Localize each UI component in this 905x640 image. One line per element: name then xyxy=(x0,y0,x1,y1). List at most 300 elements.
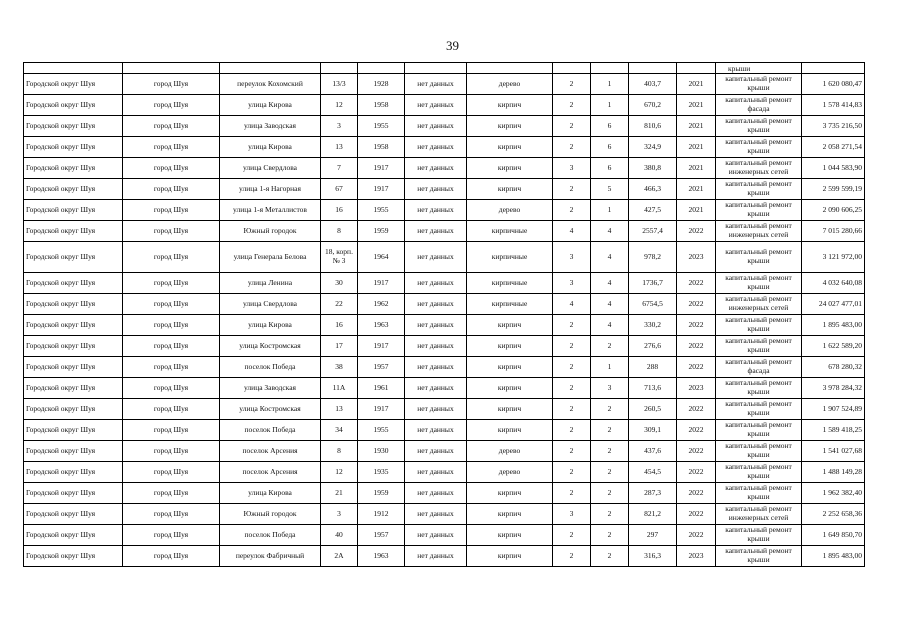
area-cell: 466,3 xyxy=(629,179,677,200)
table-row xyxy=(24,200,865,221)
entrances-cell: 2 xyxy=(591,546,629,567)
table-row xyxy=(24,378,865,399)
street-cell: Южный городок xyxy=(220,221,321,242)
entrances-cell: 1 xyxy=(591,200,629,221)
house-number-cell: 3 xyxy=(321,116,358,137)
street-cell: улица Заводская xyxy=(220,116,321,137)
city-cell: город Шуя xyxy=(123,504,220,525)
area-cell: 330,2 xyxy=(629,315,677,336)
cost-cell: 1 589 418,25 xyxy=(802,420,865,441)
municipality-cell: Городской округ Шуя xyxy=(24,357,123,378)
city-cell: город Шуя xyxy=(123,273,220,294)
commission-year-cell: нет данных xyxy=(405,504,467,525)
house-number-cell: 13 xyxy=(321,137,358,158)
entrances-cell: 4 xyxy=(591,221,629,242)
entrances-cell: 2 xyxy=(591,504,629,525)
area-cell: 260,5 xyxy=(629,399,677,420)
cost-cell: 2 090 606,25 xyxy=(802,200,865,221)
city-cell: город Шуя xyxy=(123,294,220,315)
work-type-cell: капитальный ремонт крыши xyxy=(716,420,802,441)
entrances-cell: 4 xyxy=(591,242,629,273)
area-cell: 276,6 xyxy=(629,336,677,357)
house-number-cell: 12 xyxy=(321,95,358,116)
build-year-cell: 1958 xyxy=(358,137,405,158)
entrances-cell: 4 xyxy=(591,315,629,336)
area-cell: 380,8 xyxy=(629,158,677,179)
table-row xyxy=(24,221,865,242)
floors-cell: 3 xyxy=(553,504,591,525)
street-cell: улица Костромская xyxy=(220,336,321,357)
municipality-cell: Городской округ Шуя xyxy=(24,200,123,221)
municipality-cell: Городской округ Шуя xyxy=(24,420,123,441)
work-type-cell: капитальный ремонт крыши xyxy=(716,200,802,221)
cost-cell: 1 622 589,20 xyxy=(802,336,865,357)
floors-cell: 2 xyxy=(553,462,591,483)
table-row xyxy=(24,441,865,462)
cost-cell: 1 649 850,70 xyxy=(802,525,865,546)
entrances-cell: 3 xyxy=(591,378,629,399)
build-year-cell: 1955 xyxy=(358,420,405,441)
house-number-cell: 30 xyxy=(321,273,358,294)
table-body xyxy=(24,63,865,567)
house-number-cell: 8 xyxy=(321,441,358,462)
plan-year-cell: 2022 xyxy=(677,420,716,441)
wall-material-cell: дерево xyxy=(467,74,553,95)
entrances-cell: 2 xyxy=(591,441,629,462)
table-row xyxy=(24,483,865,504)
work-type-cell: капитальный ремонт крыши xyxy=(716,399,802,420)
work-type-cell: капитальный ремонт крыши xyxy=(716,462,802,483)
work-type-cell: капитальный ремонт крыши xyxy=(716,273,802,294)
work-type-cell: капитальный ремонт фасада xyxy=(716,357,802,378)
municipality-cell: Городской округ Шуя xyxy=(24,242,123,273)
entrances-cell: 4 xyxy=(591,294,629,315)
street-cell: переулок Фабричный xyxy=(220,546,321,567)
floors-cell: 2 xyxy=(553,116,591,137)
street-cell: улица Свердлова xyxy=(220,294,321,315)
wall-material-cell: дерево xyxy=(467,462,553,483)
municipality-cell: Городской округ Шуя xyxy=(24,399,123,420)
work-type-cell: капитальный ремонт крыши xyxy=(716,137,802,158)
commission-year-cell: нет данных xyxy=(405,273,467,294)
floors-cell: 2 xyxy=(553,546,591,567)
work-type-cell: капитальный ремонт крыши xyxy=(716,336,802,357)
city-cell: город Шуя xyxy=(123,378,220,399)
commission-year-cell: нет данных xyxy=(405,441,467,462)
house-number-cell: 22 xyxy=(321,294,358,315)
wall-material-cell: кирпич xyxy=(467,137,553,158)
commission-year-cell: нет данных xyxy=(405,95,467,116)
cost-cell: 1 895 483,00 xyxy=(802,546,865,567)
build-year-cell: 1917 xyxy=(358,336,405,357)
area-cell: 309,1 xyxy=(629,420,677,441)
build-year-cell: 1930 xyxy=(358,441,405,462)
house-number-cell: 18, корп. № 3 xyxy=(321,242,358,273)
plan-year-cell: 2022 xyxy=(677,504,716,525)
floors-cell: 2 xyxy=(553,441,591,462)
plan-year-cell: 2021 xyxy=(677,116,716,137)
table-row xyxy=(24,420,865,441)
city-cell: город Шуя xyxy=(123,546,220,567)
city-cell: город Шуя xyxy=(123,357,220,378)
city-cell: город Шуя xyxy=(123,462,220,483)
floors-cell: 2 xyxy=(553,378,591,399)
floors-cell: 2 xyxy=(553,336,591,357)
municipality-cell: Городской округ Шуя xyxy=(24,546,123,567)
commission-year-cell: нет данных xyxy=(405,116,467,137)
entrances-cell: 1 xyxy=(591,95,629,116)
house-number-cell: 16 xyxy=(321,200,358,221)
area-cell: 2557,4 xyxy=(629,221,677,242)
plan-year-cell: 2022 xyxy=(677,273,716,294)
area-cell: 810,6 xyxy=(629,116,677,137)
cost-cell: 678 280,32 xyxy=(802,357,865,378)
street-cell: поселок Арсения xyxy=(220,462,321,483)
street-cell: улица Кирова xyxy=(220,95,321,116)
house-number-cell: 7 xyxy=(321,158,358,179)
table-row xyxy=(24,242,865,273)
build-year-cell: 1917 xyxy=(358,399,405,420)
plan-year-cell: 2022 xyxy=(677,525,716,546)
table-row xyxy=(24,137,865,158)
wall-material-cell: кирпичные xyxy=(467,273,553,294)
wall-material-cell: кирпич xyxy=(467,179,553,200)
table-row xyxy=(24,116,865,137)
city-cell: город Шуя xyxy=(123,200,220,221)
entrances-cell: 2 xyxy=(591,483,629,504)
cost-cell: 3 978 284,32 xyxy=(802,378,865,399)
house-number-cell: 67 xyxy=(321,179,358,200)
wall-material-cell: кирпич xyxy=(467,399,553,420)
table-row xyxy=(24,315,865,336)
floors-cell: 3 xyxy=(553,158,591,179)
street-cell: улица Генерала Белова xyxy=(220,242,321,273)
street-cell: улица Ленина xyxy=(220,273,321,294)
entrances-cell: 2 xyxy=(591,420,629,441)
table-row xyxy=(24,357,865,378)
work-type-cell: капитальный ремонт крыши xyxy=(716,116,802,137)
floors-cell: 2 xyxy=(553,74,591,95)
cost-cell: 2 599 599,19 xyxy=(802,179,865,200)
build-year-cell: 1959 xyxy=(358,221,405,242)
city-cell: город Шуя xyxy=(123,399,220,420)
plan-year-cell: 2022 xyxy=(677,399,716,420)
area-cell: 713,6 xyxy=(629,378,677,399)
build-year-cell: 1917 xyxy=(358,158,405,179)
plan-year-cell: 2022 xyxy=(677,462,716,483)
page-number: 39 xyxy=(446,38,459,53)
work-type-cell: капитальный ремонт фасада xyxy=(716,95,802,116)
city-cell: город Шуя xyxy=(123,221,220,242)
commission-year-cell: нет данных xyxy=(405,357,467,378)
house-number-cell: 11А xyxy=(321,378,358,399)
city-cell: город Шуя xyxy=(123,179,220,200)
wall-material-cell: дерево xyxy=(467,441,553,462)
plan-year-cell: 2022 xyxy=(677,221,716,242)
work-type-cell: капитальный ремонт крыши xyxy=(716,483,802,504)
wall-material-cell: кирпич xyxy=(467,525,553,546)
house-number-cell: 21 xyxy=(321,483,358,504)
build-year-cell: 1955 xyxy=(358,200,405,221)
table-row xyxy=(24,273,865,294)
commission-year-cell: нет данных xyxy=(405,336,467,357)
work-type-cell: капитальный ремонт крыши xyxy=(716,546,802,567)
build-year-cell: 1935 xyxy=(358,462,405,483)
municipality-cell: Городской округ Шуя xyxy=(24,504,123,525)
street-cell: поселок Победа xyxy=(220,525,321,546)
area-cell: 324,9 xyxy=(629,137,677,158)
plan-year-cell: 2022 xyxy=(677,357,716,378)
work-type-cell: капитальный ремонт инженерных сетей xyxy=(716,504,802,525)
work-type-cell: капитальный ремонт крыши xyxy=(716,179,802,200)
entrances-cell: 2 xyxy=(591,336,629,357)
city-cell: город Шуя xyxy=(123,242,220,273)
plan-year-cell: 2023 xyxy=(677,242,716,273)
carryover-row xyxy=(24,63,865,74)
plan-year-cell: 2021 xyxy=(677,200,716,221)
entrances-cell: 2 xyxy=(591,525,629,546)
cost-cell: 1 578 414,83 xyxy=(802,95,865,116)
area-cell: 403,7 xyxy=(629,74,677,95)
work-type-cell: капитальный ремонт крыши xyxy=(716,525,802,546)
plan-year-cell: 2022 xyxy=(677,315,716,336)
wall-material-cell: кирпич xyxy=(467,378,553,399)
entrances-cell: 5 xyxy=(591,179,629,200)
floors-cell: 2 xyxy=(553,420,591,441)
commission-year-cell: нет данных xyxy=(405,221,467,242)
house-number-cell: 8 xyxy=(321,221,358,242)
wall-material-cell: кирпич xyxy=(467,546,553,567)
wall-material-cell: кирпичные xyxy=(467,221,553,242)
commission-year-cell: нет данных xyxy=(405,378,467,399)
table-row xyxy=(24,462,865,483)
area-cell: 670,2 xyxy=(629,95,677,116)
wall-material-cell: кирпич xyxy=(467,158,553,179)
plan-year-cell: 2021 xyxy=(677,158,716,179)
city-cell: город Шуя xyxy=(123,95,220,116)
build-year-cell: 1959 xyxy=(358,483,405,504)
house-number-cell: 13/3 xyxy=(321,74,358,95)
table-row xyxy=(24,546,865,567)
work-type-cell: капитальный ремонт инженерных сетей xyxy=(716,221,802,242)
municipality-cell: Городской округ Шуя xyxy=(24,74,123,95)
carryover-work-cell xyxy=(716,63,802,74)
build-year-cell: 1957 xyxy=(358,525,405,546)
floors-cell: 2 xyxy=(553,200,591,221)
commission-year-cell: нет данных xyxy=(405,420,467,441)
street-cell: переулок Кохомский xyxy=(220,74,321,95)
work-type-cell: капитальный ремонт инженерных сетей xyxy=(716,158,802,179)
plan-year-cell: 2023 xyxy=(677,378,716,399)
house-number-cell: 38 xyxy=(321,357,358,378)
cost-cell: 3 121 972,00 xyxy=(802,242,865,273)
wall-material-cell: кирпичные xyxy=(467,242,553,273)
house-number-cell: 2А xyxy=(321,546,358,567)
commission-year-cell: нет данных xyxy=(405,294,467,315)
build-year-cell: 1963 xyxy=(358,315,405,336)
wall-material-cell: кирпич xyxy=(467,336,553,357)
floors-cell: 2 xyxy=(553,315,591,336)
cost-cell: 7 015 280,66 xyxy=(802,221,865,242)
municipality-cell: Городской округ Шуя xyxy=(24,378,123,399)
table-row xyxy=(24,158,865,179)
city-cell: город Шуя xyxy=(123,441,220,462)
cost-cell: 1 907 524,89 xyxy=(802,399,865,420)
cost-cell: 24 027 477,01 xyxy=(802,294,865,315)
cost-cell: 1 962 382,40 xyxy=(802,483,865,504)
street-cell: поселок Победа xyxy=(220,420,321,441)
floors-cell: 2 xyxy=(553,483,591,504)
build-year-cell: 1917 xyxy=(358,179,405,200)
plan-year-cell: 2021 xyxy=(677,95,716,116)
build-year-cell: 1957 xyxy=(358,357,405,378)
table-row xyxy=(24,336,865,357)
entrances-cell: 2 xyxy=(591,399,629,420)
commission-year-cell: нет данных xyxy=(405,315,467,336)
house-number-cell: 34 xyxy=(321,420,358,441)
city-cell: город Шуя xyxy=(123,336,220,357)
table-row xyxy=(24,74,865,95)
commission-year-cell: нет данных xyxy=(405,546,467,567)
city-cell: город Шуя xyxy=(123,74,220,95)
house-number-cell: 40 xyxy=(321,525,358,546)
floors-cell: 4 xyxy=(553,294,591,315)
municipality-cell: Городской округ Шуя xyxy=(24,315,123,336)
table-row xyxy=(24,399,865,420)
city-cell: город Шуя xyxy=(123,525,220,546)
municipality-cell: Городской округ Шуя xyxy=(24,294,123,315)
commission-year-cell: нет данных xyxy=(405,158,467,179)
area-cell: 287,3 xyxy=(629,483,677,504)
municipality-cell: Городской округ Шуя xyxy=(24,116,123,137)
wall-material-cell: кирпич xyxy=(467,357,553,378)
street-cell: улица 1-я Нагорная xyxy=(220,179,321,200)
floors-cell: 2 xyxy=(553,179,591,200)
work-type-cell: капитальный ремонт крыши xyxy=(716,441,802,462)
table-row xyxy=(24,179,865,200)
area-cell: 1736,7 xyxy=(629,273,677,294)
city-cell: город Шуя xyxy=(123,116,220,137)
floors-cell: 3 xyxy=(553,242,591,273)
area-cell: 821,2 xyxy=(629,504,677,525)
area-cell: 427,5 xyxy=(629,200,677,221)
city-cell: город Шуя xyxy=(123,158,220,179)
floors-cell: 2 xyxy=(553,137,591,158)
municipality-cell: Городской округ Шуя xyxy=(24,336,123,357)
floors-cell: 2 xyxy=(553,525,591,546)
wall-material-cell: кирпич xyxy=(467,315,553,336)
entrances-cell: 6 xyxy=(591,137,629,158)
commission-year-cell: нет данных xyxy=(405,74,467,95)
cost-cell: 2 058 271,54 xyxy=(802,137,865,158)
cost-cell: 2 252 658,36 xyxy=(802,504,865,525)
entrances-cell: 4 xyxy=(591,273,629,294)
street-cell: улица Заводская xyxy=(220,378,321,399)
work-type-cell: капитальный ремонт крыши xyxy=(716,378,802,399)
area-cell: 297 xyxy=(629,525,677,546)
commission-year-cell: нет данных xyxy=(405,483,467,504)
area-cell: 316,3 xyxy=(629,546,677,567)
house-number-cell: 16 xyxy=(321,315,358,336)
work-type-cell: капитальный ремонт крыши xyxy=(716,242,802,273)
build-year-cell: 1912 xyxy=(358,504,405,525)
wall-material-cell: дерево xyxy=(467,200,553,221)
plan-year-cell: 2021 xyxy=(677,179,716,200)
municipality-cell: Городской округ Шуя xyxy=(24,525,123,546)
cost-cell: 1 895 483,00 xyxy=(802,315,865,336)
street-cell: поселок Победа xyxy=(220,357,321,378)
build-year-cell: 1955 xyxy=(358,116,405,137)
cost-cell: 1 541 027,68 xyxy=(802,441,865,462)
build-year-cell: 1964 xyxy=(358,242,405,273)
cost-cell: 1 488 149,28 xyxy=(802,462,865,483)
wall-material-cell: кирпич xyxy=(467,504,553,525)
cost-cell: 3 735 216,50 xyxy=(802,116,865,137)
area-cell: 437,6 xyxy=(629,441,677,462)
house-number-cell: 3 xyxy=(321,504,358,525)
house-number-cell: 13 xyxy=(321,399,358,420)
wall-material-cell: кирпич xyxy=(467,116,553,137)
table-row xyxy=(24,294,865,315)
work-type-cell: капитальный ремонт инженерных сетей xyxy=(716,294,802,315)
commission-year-cell: нет данных xyxy=(405,179,467,200)
area-cell: 978,2 xyxy=(629,242,677,273)
wall-material-cell: кирпич xyxy=(467,420,553,441)
street-cell: поселок Арсения xyxy=(220,441,321,462)
commission-year-cell: нет данных xyxy=(405,137,467,158)
plan-year-cell: 2022 xyxy=(677,441,716,462)
commission-year-cell: нет данных xyxy=(405,200,467,221)
street-cell: Южный городок xyxy=(220,504,321,525)
city-cell: город Шуя xyxy=(123,137,220,158)
municipality-cell: Городской округ Шуя xyxy=(24,441,123,462)
entrances-cell: 6 xyxy=(591,116,629,137)
wall-material-cell: кирпич xyxy=(467,95,553,116)
area-cell: 288 xyxy=(629,357,677,378)
floors-cell: 2 xyxy=(553,399,591,420)
cost-cell: 1 620 080,47 xyxy=(802,74,865,95)
street-cell: улица Свердлова xyxy=(220,158,321,179)
wall-material-cell: кирпичные xyxy=(467,294,553,315)
municipality-cell: Городской округ Шуя xyxy=(24,273,123,294)
city-cell: город Шуя xyxy=(123,483,220,504)
city-cell: город Шуя xyxy=(123,315,220,336)
house-number-cell: 12 xyxy=(321,462,358,483)
wall-material-cell: кирпич xyxy=(467,483,553,504)
table-row xyxy=(24,525,865,546)
street-cell: улица Костромская xyxy=(220,399,321,420)
floors-cell: 4 xyxy=(553,221,591,242)
plan-year-cell: 2021 xyxy=(677,137,716,158)
work-type-cell: капитальный ремонт крыши xyxy=(716,315,802,336)
plan-year-cell: 2022 xyxy=(677,336,716,357)
floors-cell: 3 xyxy=(553,273,591,294)
plan-year-cell: 2022 xyxy=(677,483,716,504)
commission-year-cell: нет данных xyxy=(405,242,467,273)
floors-cell: 2 xyxy=(553,357,591,378)
plan-year-cell: 2023 xyxy=(677,546,716,567)
build-year-cell: 1928 xyxy=(358,74,405,95)
cost-cell: 1 044 583,90 xyxy=(802,158,865,179)
build-year-cell: 1961 xyxy=(358,378,405,399)
housing-repair-table xyxy=(23,62,865,567)
area-cell: 454,5 xyxy=(629,462,677,483)
table-row xyxy=(24,504,865,525)
build-year-cell: 1917 xyxy=(358,273,405,294)
build-year-cell: 1963 xyxy=(358,546,405,567)
municipality-cell: Городской округ Шуя xyxy=(24,158,123,179)
entrances-cell: 1 xyxy=(591,357,629,378)
